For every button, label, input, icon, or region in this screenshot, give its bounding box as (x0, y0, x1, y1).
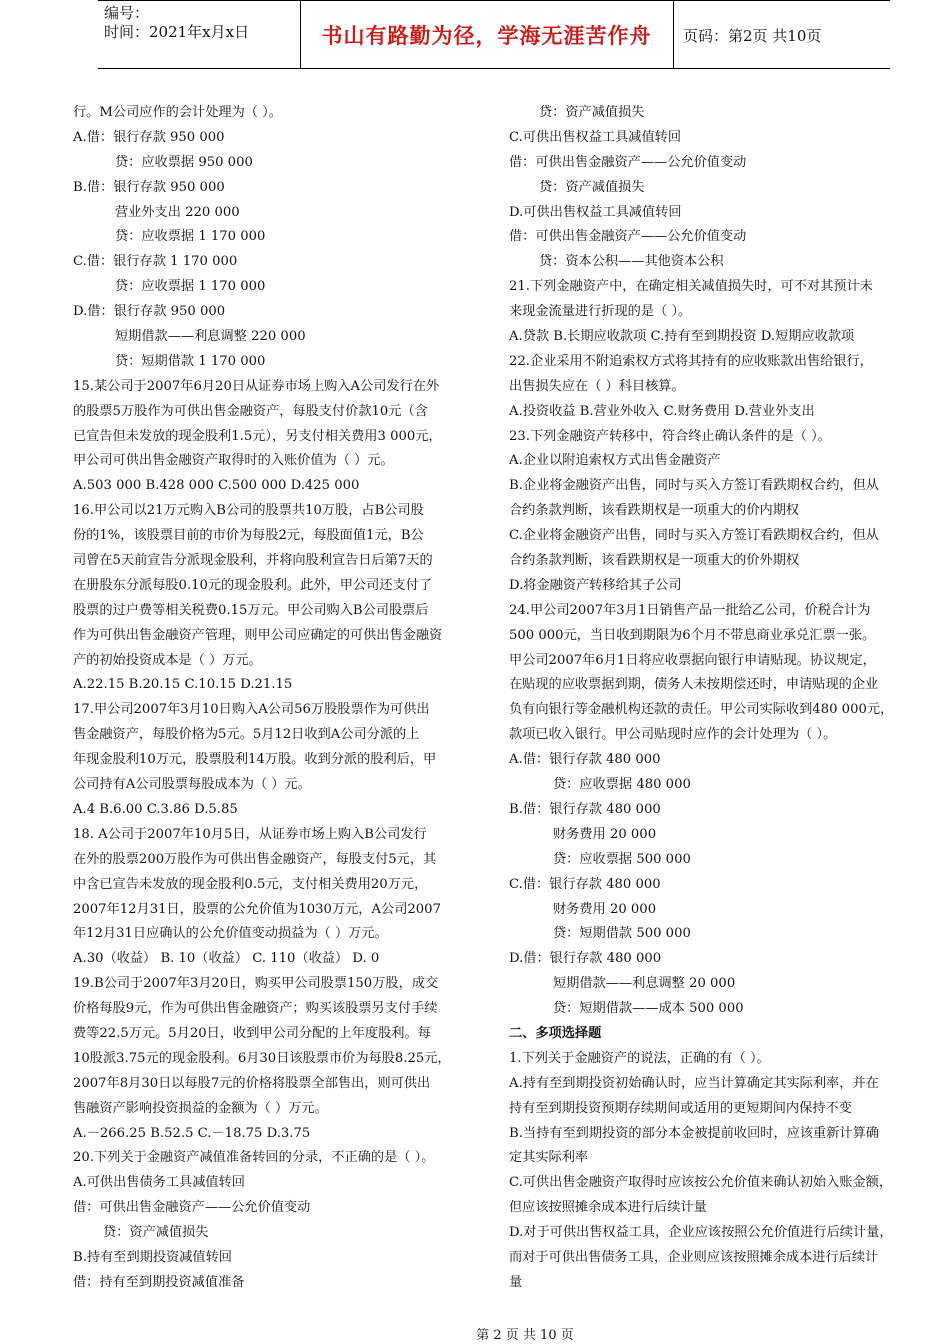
text-line: 出售损失应在（ ）科目核算。 (509, 378, 685, 394)
text-line: 年12月31日应确认的公允价值变动损益为（ ）万元。 (73, 926, 388, 942)
text-line: 18. A公司于2007年10月5日，从证券市场上购入B公司发行 (73, 826, 427, 842)
text-line: 量 (509, 1274, 523, 1290)
text-line: 负有向银行等金融机构还款的责任。甲公司实际收到480 000元， (509, 702, 894, 718)
text-line: 已宣告但未发放的现金股利1.5元），另支付相关费用3 000元， (73, 428, 442, 444)
text-line: 而对于可供出售债务工具，企业则应该按照摊余成本进行后续计 (509, 1249, 879, 1265)
text-line: 产的初始投资成本是（ ）万元。 (73, 652, 262, 668)
text-line: 财务费用 20 000 (553, 826, 657, 842)
text-line: 公司持有A公司股票每股成本为（ ）元。 (73, 777, 311, 793)
code-label: 编号： (104, 4, 150, 22)
text-line: 24.甲公司2007年3月1日销售产品一批给乙公司，价税合计为 (509, 602, 871, 618)
text-line: 贷：资本公积——其他资本公积 (539, 254, 724, 270)
header-motto: 书山有路勤为径，学海无涯苦作舟 (321, 23, 652, 48)
text-line: C.可供出售金融资产取得时应该按公允价值来确认初始入账金额， (509, 1175, 893, 1191)
right-column (509, 101, 924, 1296)
text-line: 在外的股票200万股作为可供出售金融资产，每股支付5元，其 (73, 851, 437, 867)
text-line: 15.某公司于2007年6月20日从证券市场上购入A公司发行在外 (73, 378, 440, 394)
text-line: 在册股东分派每股0.10元的现金股利。此外，甲公司还支付了 (73, 577, 433, 593)
text-line: B.企业将金融资产出售，同时与买入方签订看跌期权合约，但从 (509, 478, 879, 494)
text-line: 中含已宣告未发放的现金股利0.5元，支付相关费用20万元， (73, 876, 428, 892)
text-line: 21.下列金融资产中，在确定相关减值损失时，可不对其预计未 (509, 279, 873, 295)
text-line: 贷：应收票据 480 000 (553, 777, 691, 793)
text-line: A.4 B.6.00 C.3.86 D.5.85 (73, 801, 238, 817)
text-line: 售融资产影响投资损益的金额为（ ）万元。 (73, 1100, 328, 1116)
text-line: 23.下列金融资产转移中，符合终止确认条件的是（ ）。 (509, 428, 831, 444)
text-line: 在贴现的应收票据到期，债务人未按期偿还时，申请贴现的企业 (509, 677, 879, 693)
text-line: 司曾在5天前宣告分派现金股利，并将向股利宣告日后第7天的 (73, 553, 433, 569)
text-line: 售金融资产，每股价格为5元。5月12日收到A公司分派的上 (73, 727, 420, 743)
text-line: A.503 000 B.428 000 C.500 000 D.425 000 (73, 478, 360, 494)
text-line: 贷：资产减值损失 (539, 105, 645, 120)
text-line: 合约条款判断，该看跌期权是一项重大的价外期权 (509, 553, 800, 569)
text-line: 10股派3.75元的现金股利。6月30日该股票市价为每股8.25元， (73, 1050, 451, 1066)
text-line: 股票的过户费等相关税费0.15万元。甲公司购入B公司股票后 (73, 602, 429, 618)
text-line: 贷：短期借款——成本 500 000 (553, 1001, 744, 1017)
text-line: D.借：银行存款 480 000 (509, 951, 662, 967)
text-line: 借：可供出售金融资产——公允价值变动 (509, 154, 747, 170)
text-line: 500 000元，当日收到期限为6个月不带息商业承兑汇票一张。 (509, 627, 876, 643)
text-line: 2007年12月31日，股票的公允价值为1030万元，A公司2007 (73, 901, 441, 917)
text-line: 营业外支出 220 000 (115, 204, 240, 220)
text-line: 持有至到期投资预期存续期间或适用的更短期间内保持不变 (509, 1100, 852, 1116)
text-line: A.企业以附追索权方式出售金融资产 (509, 453, 721, 469)
text-line: 贷：短期借款 500 000 (553, 926, 691, 942)
text-line: 贷：资产减值损失 (539, 179, 645, 195)
text-line: B.持有至到期投资减值转回 (73, 1249, 232, 1265)
section-heading: 二、多项选择题 (509, 1025, 602, 1041)
text-line: 但应该按照摊余成本进行后续计量 (509, 1200, 707, 1216)
text-line: C.可供出售权益工具减值转回 (509, 129, 682, 145)
text-line: A.－266.25 B.52.5 C.－18.75 D.3.75 (73, 1125, 311, 1141)
text-line: D.将金融资产转移给其子公司 (509, 577, 682, 593)
text-line: 的股票5万股作为可供出售金融资产，每股支付价款10元（含 (73, 403, 428, 419)
header-divider (673, 0, 674, 68)
text-line: A.可供出售债务工具减值转回 (73, 1175, 245, 1191)
left-column (73, 101, 483, 1296)
text-line: C.借：银行存款 1 170 000 (73, 254, 238, 270)
text-line: 作为可供出售金融资产管理，则甲公司应确定的可供出售金融资 (73, 627, 443, 643)
text-line: 贷：应收票据 1 170 000 (115, 279, 266, 295)
text-line: B.当持有至到期投资的部分本金被提前收回时，应该重新计算确 (509, 1125, 879, 1141)
text-line: 贷：短期借款 1 170 000 (115, 353, 266, 369)
text-line: 2007年8月30日以每股7元的价格将股票全部售出，则可供出 (73, 1075, 431, 1091)
text-line: 借：持有至到期投资减值准备 (73, 1274, 245, 1290)
text-line: C.企业将金融资产出售，同时与买入方签订看跌期权合约，但从 (509, 528, 879, 544)
text-line: 份的1%，该股票目前的市价为每股2元，每股面值1元，B公 (73, 528, 424, 544)
text-line: D.可供出售权益工具减值转回 (509, 204, 682, 220)
text-line: A.30（收益） B. 10（收益） C. 110（收益） D. 0 (73, 951, 380, 967)
text-line: 甲公司2007年6月1日将应收票据向银行申请贴现。协议规定， (509, 652, 876, 668)
time-label: 时间：2021年x月x日 (104, 23, 250, 41)
text-line: 19.B公司于2007年3月20日，购买甲公司股票150万股，成交 (73, 976, 439, 992)
text-line: 费等22.5万元。5月20日，收到甲公司分配的上年度股利。每 (73, 1025, 431, 1041)
header-top-rule (98, 0, 890, 1)
text-line: A.投资收益 B.营业外收入 C.财务费用 D.营业外支出 (509, 403, 815, 419)
page-footer: 第 2 页 共 10 页 (476, 1328, 574, 1343)
text-line: 贷：应收票据 950 000 (115, 154, 253, 170)
header-meta (104, 4, 249, 42)
text-line: C.借：银行存款 480 000 (509, 876, 661, 892)
text-line: 贷：资产减值损失 (103, 1225, 209, 1241)
text-line: A.贷款 B.长期应收款项 C.持有至到期投资 D.短期应收款项 (509, 329, 855, 345)
text-line: 年现金股利10万元，股票股利14万股。收到分派的股利后，甲 (73, 752, 437, 768)
text-line: B.借：银行存款 480 000 (509, 801, 661, 817)
text-line: A.借：银行存款 480 000 (509, 752, 661, 768)
text-line: 行。M公司应作的会计处理为（ ）。 (73, 105, 282, 120)
text-line: D.对于可供出售权益工具，企业应该按照公允价值进行后续计量， (509, 1225, 893, 1241)
text-line: 合约条款判断，该看跌期权是一项重大的价内期权 (509, 503, 800, 519)
page-label: 页码：第2页 共10页 (683, 27, 822, 45)
text-line: A.持有至到期投资初始确认时，应当计算确定其实际利率，并在 (509, 1075, 879, 1091)
text-line: 财务费用 20 000 (553, 901, 657, 917)
text-line: 借：可供出售金融资产——公允价值变动 (73, 1200, 311, 1216)
text-line: 20.下列关于金融资产减值准备转回的分录，不正确的是（ ）。 (73, 1150, 435, 1166)
text-line: A.借：银行存款 950 000 (73, 129, 225, 145)
text-line: B.借：银行存款 950 000 (73, 179, 225, 195)
text-line: 短期借款——利息调整 20 000 (553, 976, 736, 992)
text-line: D.借：银行存款 950 000 (73, 304, 226, 320)
text-line: 短期借款——利息调整 220 000 (115, 329, 306, 345)
header-bottom-rule (98, 68, 890, 69)
text-line: 甲公司可供出售金融资产取得时的入账价值为（ ）元。 (73, 453, 394, 469)
text-line: A.22.15 B.20.15 C.10.15 D.21.15 (73, 677, 293, 693)
text-line: 来现金流量进行折现的是（ ）。 (509, 304, 692, 320)
text-line: 16.甲公司以21万元购入B公司的股票共10万股，占B公司股 (73, 503, 424, 519)
text-line: 价格每股9元，作为可供出售金融资产；购买该股票另支付手续 (73, 1001, 438, 1017)
text-line: 22.企业采用不附追索权方式将其持有的应收账款出售给银行， (509, 353, 873, 369)
text-line: 1.下列关于金融资产的说法，正确的有（ ）。 (509, 1050, 770, 1066)
text-line: 借：可供出售金融资产——公允价值变动 (509, 229, 747, 245)
text-line: 贷：应收票据 500 000 (553, 851, 691, 867)
text-line: 17.甲公司2007年3月10日购入A公司56万股股票作为可供出 (73, 702, 430, 718)
text-line: 贷：应收票据 1 170 000 (115, 229, 266, 245)
text-line: 定其实际利率 (509, 1150, 589, 1166)
text-line: 款项已收入银行。甲公司贴现时应作的会计处理为（ ）。 (509, 727, 837, 743)
